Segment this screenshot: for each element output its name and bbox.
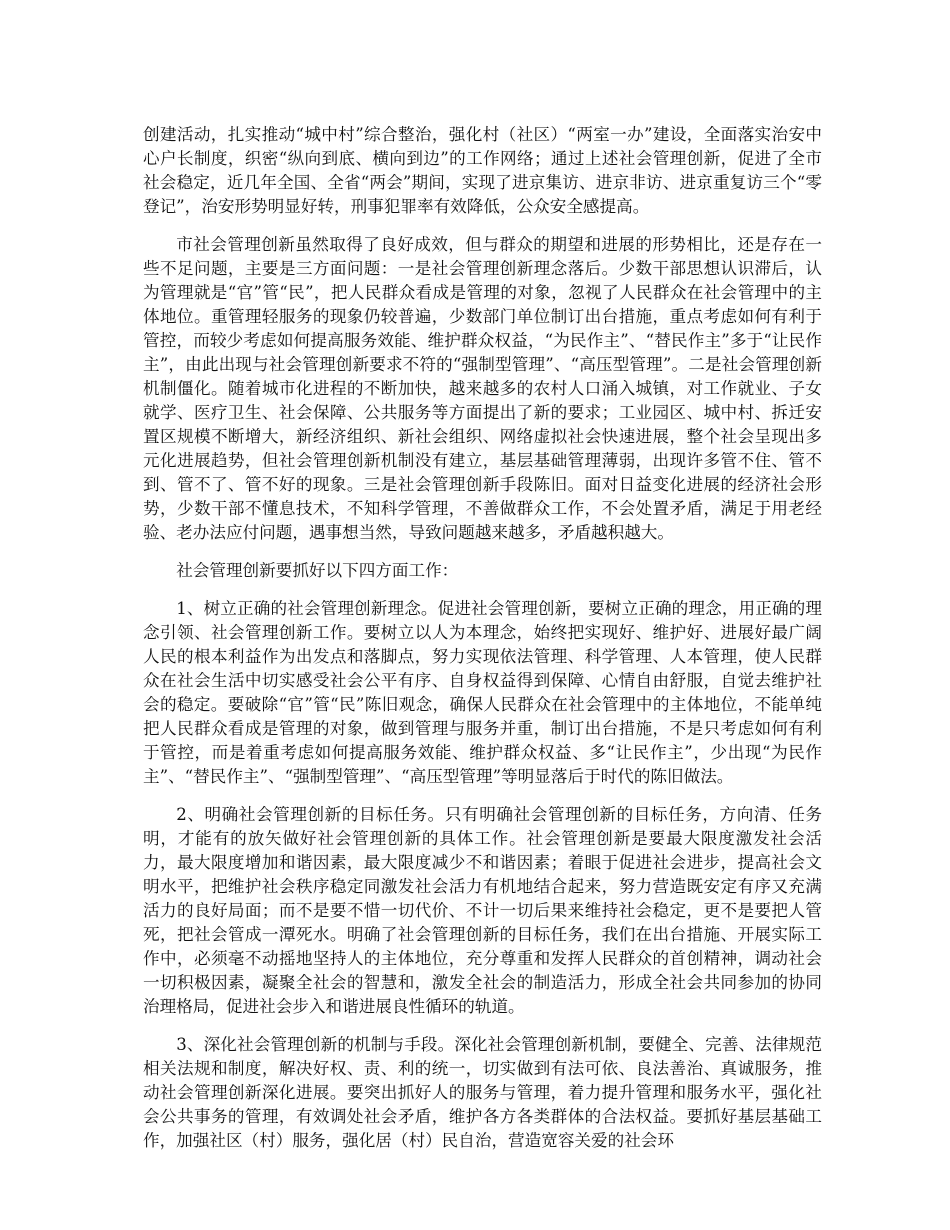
paragraph-task-1: 1、树立正确的社会管理创新理念。促进社会管理创新，要树立正确的理念，用正确的理念引领、社会管理创新工作。要树立以人为本理念，始终把实现好、维护好、进展好最广阔人民的根本利益作为出发点和落脚点，努力实现依法管理、科学管理、人本管理，使人民群众在社会生活中切实感受社会公平有序、自身权益得到保障、心情自由舒服，自觉去维护社会的稳定。要破除“官”管“民”陈旧观念，确保人民群众在社会管理中的主体地位，不能单纯把人民群众看成是管理的对象，做到管理与服务并重，制订出台措施，不是只考虑如何有利于管控，而是着重考虑如何提高服务效能、维护群众权益、多“让民作主”，少出现“为民作主”、“替民作主”、“强制型管理”、“高压型管理”等明显落后于时代的陈旧做法。 <box>143 599 822 786</box>
paragraph-continued-intro: 创建活动，扎实推动“城中村”综合整治，强化村（社区）“两室一办”建设，全面落实治安中心户长制度，织密“纵向到底、横向到边”的工作网络；通过上述社会管理创新，促进了全市社会稳定，近几年全国、全省“两会”期间，实现了进京集访、进京非访、进京重复访三个“零登记”，治安形势明显好转，刑事犯罪率有效降低，公众安全感提高。 <box>143 125 822 216</box>
paragraph-problems: 市社会管理创新虽然取得了良好成效，但与群众的期望和进展的形势相比，还是存在一些不足问题，主要是三方面问题：一是社会管理创新理念落后。少数干部思想认识滞后，认为管理就是“官”管“民”，把人民群众看成是管理的对象，忽视了人民群众在社会管理中的主体地位。重管理轻服务的现象仍较普遍，少数部门单位制订出台措施，重点考虑如何有利于管控，而较少考虑如何提高服务效能、维护群众权益，“为民作主”、“替民作主”多于“让民作主”，由此出现与社会管理创新要求不符的“强制型管理”、“高压型管理”。二是社会管理创新机制僵化。随着城市化进程的不断加快，越来越多的农村人口涌入城镇，对工作就业、子女就学、医疗卫生、社会保障、公共服务等方面提出了新的要求；工业园区、城中村、拆迁安置区规模不断增大，新经济组织、新社会组织、网络虚拟社会快速进展，整个社会呈现出多元化进展趋势，但社会管理创新机制没有建立，基层基础管理薄弱，出现许多管不住、管不到、管不了、管不好的现象。三是社会管理创新手段陈旧。面对日益变化进展的经济社会形势，少数干部不懂息技术，不知科学管理，不善做群众工作，不会处置矛盾，满足于用老经验、老办法应付问题，遇事想当然，导致问题越来越多，矛盾越积越大。 <box>143 235 822 542</box>
paragraph-task-3: 3、深化社会管理创新的机制与手段。深化社会管理创新机制，要健全、完善、法律规范相关法规和制度，解决好权、责、利的统一，切实做到有法可依、良法善治、真诚服务，推动社会管理创新深化进展。要突出抓好人的服务与管理，着力提升管理和服务水平，强化社会公共事务的管理，有效调处社会矛盾，维护各方各类群体的合法权益。要抓好基层基础工作，加强社区（村）服务，强化居（村）民自治，营造宽容关爱的社会环 <box>143 1035 822 1150</box>
paragraph-four-tasks-intro: 社会管理创新要抓好以下四方面工作： <box>176 561 459 580</box>
paragraph-task-2: 2、明确社会管理创新的目标任务。只有明确社会管理创新的目标任务，方向清、任务明，才能有的放矢做好社会管理创新的具体工作。社会管理创新是要最大限度激发社会活力，最大限度增加和谐因素，最大限度减少不和谐因素；着眼于促进社会进步，提高社会文明水平，把维护社会秩序稳定同激发社会活力有机地结合起来，努力营造既安定有序又充满活力的良好局面；而不是要不惜一切代价、不计一切后果来维持社会稳定，更不是要把人管死，把社会管成一潭死水。明确了社会管理创新的目标任务，我们在出台措施、开展实际工作中，必须毫不动摇地坚持人的主体地位，充分尊重和发挥人民群众的首创精神，调动社会一切积极因素，凝聚全社会的智慧和，激发全社会的制造活力，形成全社会共同参加的协同治理格局，促进社会步入和谐进展良性循环的轨道。 <box>143 805 822 1016</box>
